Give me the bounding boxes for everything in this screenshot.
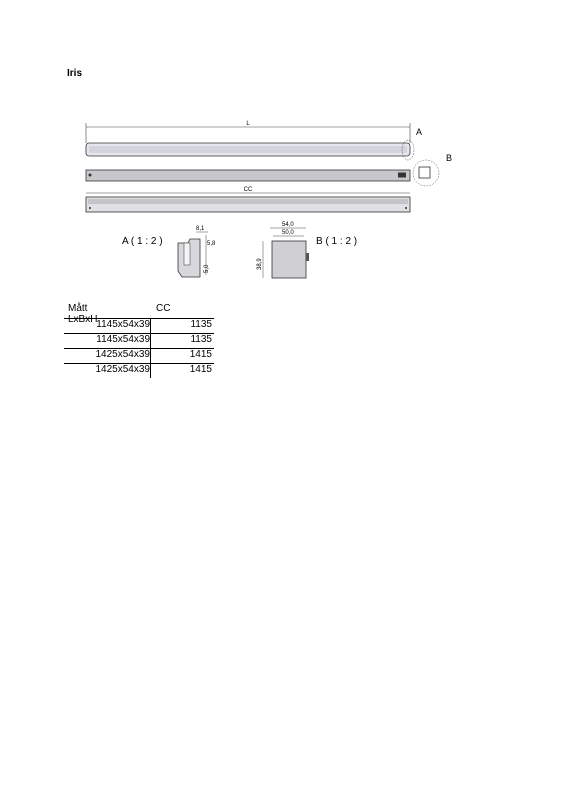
dim-50-0: 50,0: [282, 230, 294, 236]
dim-CC-label: CC: [243, 187, 253, 193]
detail-A-label: A ( 1 : 2 ): [122, 236, 163, 247]
detail-B: [257, 222, 357, 278]
dimension-CC: [86, 187, 410, 193]
callout-A: A: [416, 127, 423, 137]
dim-5-8: 5,8: [207, 241, 216, 247]
cell-size: 1145x54x39: [96, 334, 150, 345]
cell-cc: 1415: [189, 349, 212, 360]
callout-B: B: [446, 153, 453, 163]
dim-8-1: 8,1: [196, 226, 205, 232]
dim-L-label: L: [246, 121, 250, 127]
cell-size: 1145x54x39: [96, 319, 150, 330]
detail-A: [122, 226, 216, 277]
dimension-L: [86, 121, 410, 143]
document-title: Iris: [67, 68, 83, 79]
profile-bottom-view: [86, 197, 410, 212]
cell-cc: 1135: [190, 334, 212, 345]
profile-side-view: [86, 153, 452, 186]
technical-drawing: [70, 115, 470, 290]
cell-size: 1425x54x39: [95, 349, 150, 360]
cell-cc: 1135: [190, 319, 212, 330]
cell-cc: 1415: [189, 364, 212, 375]
dim-5-0: 5,0: [204, 264, 210, 273]
profile-top-view: [86, 127, 422, 160]
cell-size: 1425x54x39: [95, 364, 150, 375]
dim-38-9: 38,9: [257, 258, 263, 270]
dim-54-0: 54,0: [282, 222, 294, 228]
header-cc: CC: [156, 303, 171, 314]
detail-B-label: B ( 1 : 2 ): [316, 236, 358, 247]
header-matt: Mått LxBxH: [68, 303, 98, 325]
